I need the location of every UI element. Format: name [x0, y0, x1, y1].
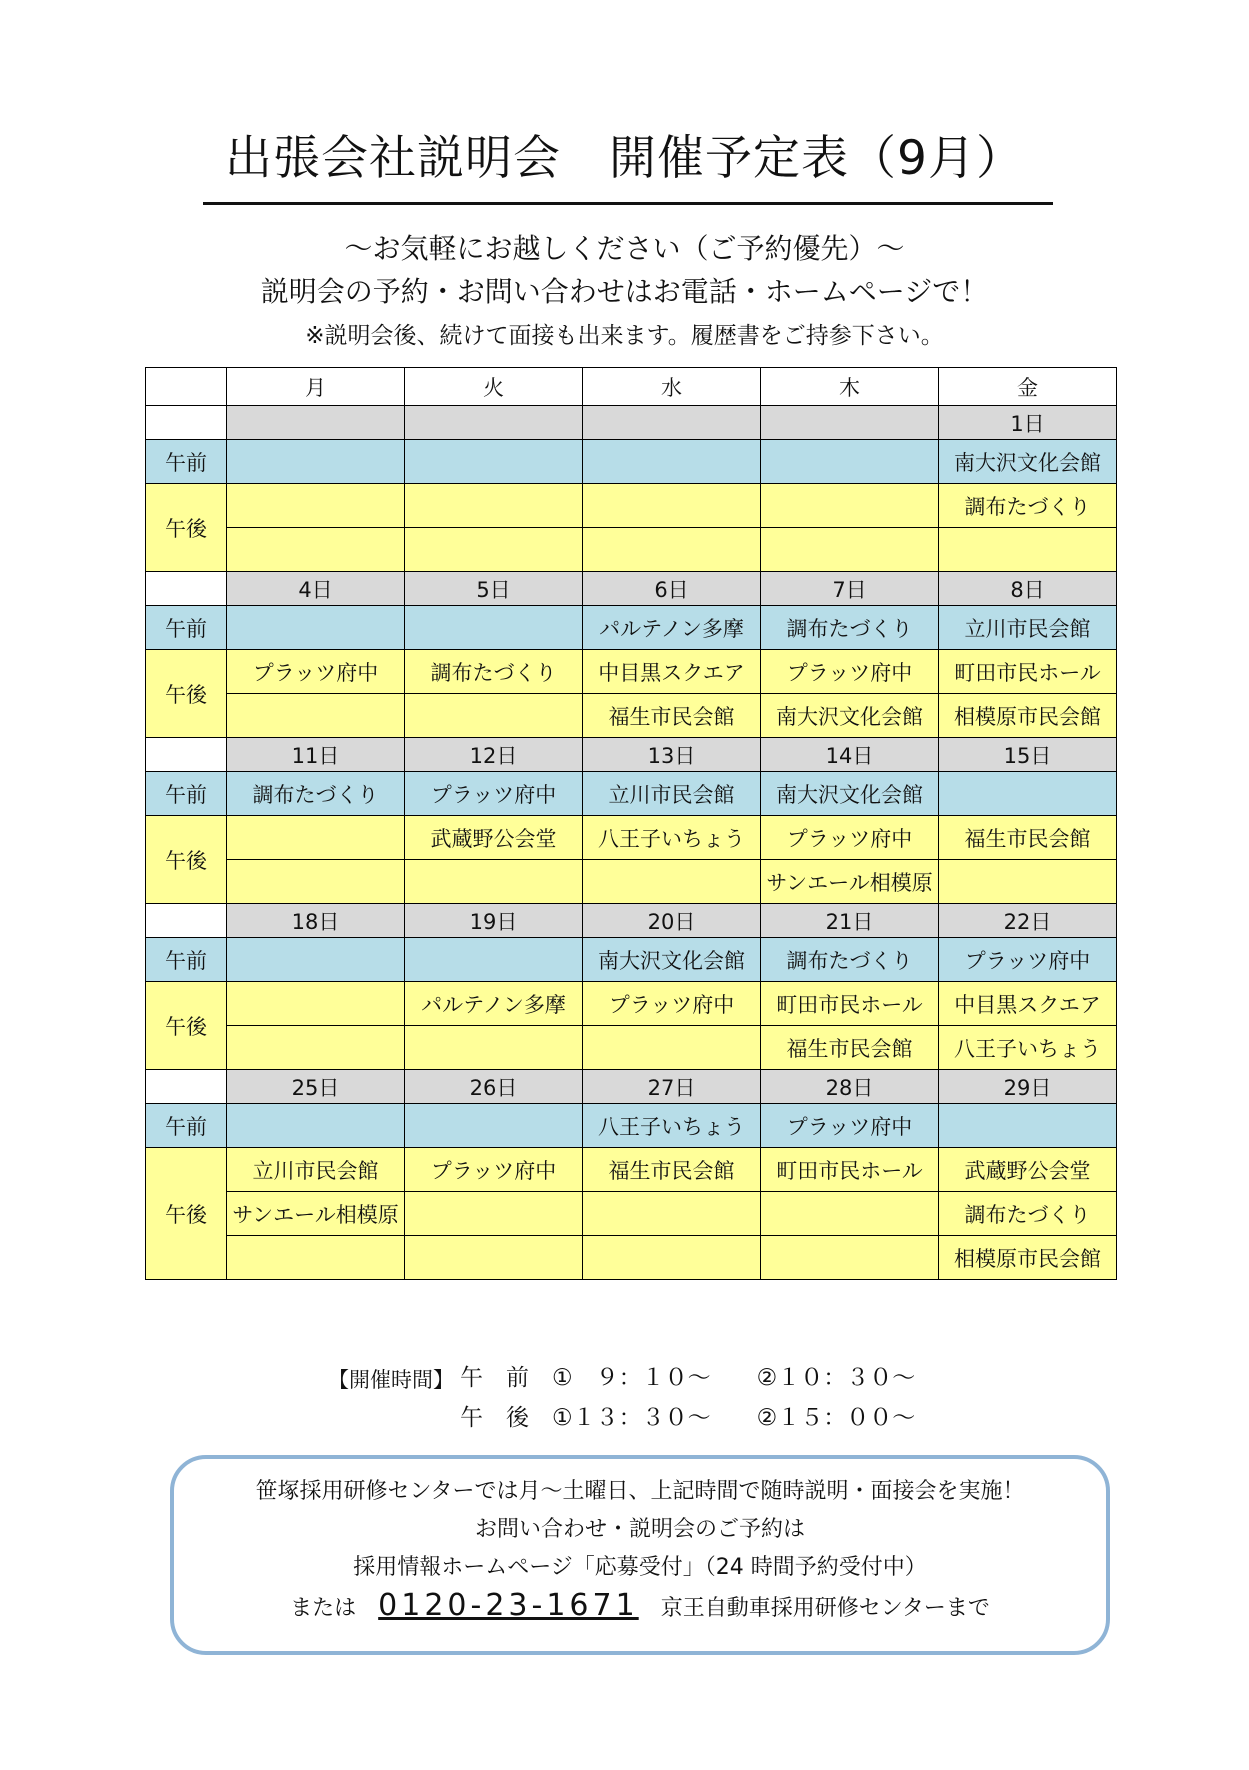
date-cell: 21日: [761, 904, 939, 938]
afternoon-row: [146, 1148, 1117, 1192]
date-cell: 8日: [939, 572, 1117, 606]
date-row: [146, 1070, 1117, 1104]
afternoon-label: 午後: [146, 982, 227, 1070]
venue-cell: 相模原市民会館: [939, 694, 1117, 738]
weekday-header: 木: [761, 368, 939, 406]
morning-row: [146, 1104, 1117, 1148]
date-cell: 18日: [227, 904, 405, 938]
venue-cell: [405, 484, 583, 528]
venue-cell: 福生市民会館: [583, 1148, 761, 1192]
date-row: [146, 572, 1117, 606]
venue-cell: 町田市民ホール: [939, 650, 1117, 694]
venue-cell: [405, 860, 583, 904]
venue-cell: プラッツ府中: [761, 1104, 939, 1148]
date-cell: 11日: [227, 738, 405, 772]
date-cell: 13日: [583, 738, 761, 772]
date-cell: 4日: [227, 572, 405, 606]
page-title: 出張会社説明会 開催予定表（9月）: [225, 131, 1024, 186]
venue-cell: [227, 606, 405, 650]
venue-cell: [939, 772, 1117, 816]
venue-cell: [405, 1026, 583, 1070]
venue-cell: 調布たづくり: [761, 938, 939, 982]
intro-welcome: ～お気軽にお越しください（ご予約優先）～: [344, 232, 905, 265]
date-row: [146, 738, 1117, 772]
venue-cell: [227, 1104, 405, 1148]
date-row-label: [146, 572, 227, 606]
morning-label: 午前: [146, 440, 227, 484]
date-cell: 1日: [939, 406, 1117, 440]
venue-cell: 南大沢文化会館: [761, 772, 939, 816]
venue-cell: パルテノン多摩: [405, 982, 583, 1026]
weekday-header: 水: [583, 368, 761, 406]
afternoon-row: [146, 650, 1117, 694]
date-cell: 5日: [405, 572, 583, 606]
venue-cell: 調布たづくり: [939, 484, 1117, 528]
intro-contact: 説明会の予約・お問い合わせはお電話・ホームページで！: [260, 275, 989, 308]
date-row-label: [146, 1070, 227, 1104]
date-row-label: [146, 904, 227, 938]
morning-label: 午前: [146, 938, 227, 982]
venue-cell: [761, 1192, 939, 1236]
venue-cell: 調布たづくり: [761, 606, 939, 650]
date-cell: 15日: [939, 738, 1117, 772]
venue-cell: 相模原市民会館: [939, 1236, 1117, 1280]
venue-cell: 立川市民会館: [583, 772, 761, 816]
date-cell: 7日: [761, 572, 939, 606]
weekday-header-row: [146, 368, 1117, 406]
weekday-header: 金: [939, 368, 1117, 406]
date-cell: [405, 406, 583, 440]
venue-cell: [227, 860, 405, 904]
morning-row: [146, 440, 1117, 484]
date-cell: [227, 406, 405, 440]
venue-cell: [939, 1104, 1117, 1148]
afternoon-row: [146, 1192, 1117, 1236]
venue-cell: [583, 1192, 761, 1236]
morning-label: 午前: [146, 772, 227, 816]
morning-label: 午前: [146, 1104, 227, 1148]
date-row: [146, 904, 1117, 938]
venue-cell: 町田市民ホール: [761, 982, 939, 1026]
weekday-header: 火: [405, 368, 583, 406]
time-heading: 【開催時間】: [328, 1368, 454, 1392]
venue-cell: 立川市民会館: [939, 606, 1117, 650]
venue-cell: 中目黒スクエア: [939, 982, 1117, 1026]
date-cell: 14日: [761, 738, 939, 772]
title-underline: [203, 202, 1053, 205]
venue-cell: 武蔵野公会堂: [405, 816, 583, 860]
date-cell: 29日: [939, 1070, 1117, 1104]
venue-cell: 調布たづくり: [939, 1192, 1117, 1236]
afternoon-row: [146, 1236, 1117, 1280]
date-cell: 20日: [583, 904, 761, 938]
date-cell: 25日: [227, 1070, 405, 1104]
venue-cell: プラッツ府中: [405, 772, 583, 816]
info-line-2: お問い合わせ・説明会のご予約は: [474, 1517, 805, 1542]
venue-cell: 調布たづくり: [405, 650, 583, 694]
date-row-label: [146, 406, 227, 440]
time-morning: 午 前 ① ９：１０～ ②１０：３０～: [460, 1365, 916, 1391]
info-center: 京王自動車採用研修センターまで: [660, 1596, 990, 1621]
venue-cell: [405, 938, 583, 982]
venue-cell: 八王子いちょう: [939, 1026, 1117, 1070]
date-cell: 19日: [405, 904, 583, 938]
venue-cell: 南大沢文化会館: [583, 938, 761, 982]
info-line-3: 採用情報ホームページ「応募受付」（24 時間予約受付中）: [353, 1555, 927, 1580]
date-cell: [583, 406, 761, 440]
date-cell: 26日: [405, 1070, 583, 1104]
venue-cell: 町田市民ホール: [761, 1148, 939, 1192]
info-or: または: [290, 1596, 357, 1621]
venue-cell: プラッツ府中: [227, 650, 405, 694]
date-cell: [761, 406, 939, 440]
afternoon-label: 午後: [146, 816, 227, 904]
venue-cell: [227, 528, 405, 572]
venue-cell: [583, 1026, 761, 1070]
venue-cell: [939, 860, 1117, 904]
morning-row: [146, 938, 1117, 982]
venue-cell: [761, 528, 939, 572]
venue-cell: [227, 694, 405, 738]
venue-cell: 武蔵野公会堂: [939, 1148, 1117, 1192]
date-row: [146, 406, 1117, 440]
venue-cell: [405, 1192, 583, 1236]
venue-cell: プラッツ府中: [761, 650, 939, 694]
venue-cell: 福生市民会館: [583, 694, 761, 738]
info-line-4: [170, 1590, 1110, 1625]
venue-cell: [227, 484, 405, 528]
intro-note: ※説明会後、続けて面接も出来ます。履歴書をご持参下さい。: [305, 323, 944, 349]
venue-cell: [405, 1236, 583, 1280]
date-cell: 12日: [405, 738, 583, 772]
afternoon-row: [146, 484, 1117, 528]
venue-cell: [761, 1236, 939, 1280]
venue-cell: プラッツ府中: [583, 982, 761, 1026]
date-cell: 6日: [583, 572, 761, 606]
venue-cell: [227, 440, 405, 484]
info-line-1: 笹塚採用研修センターでは月～土曜日、上記時間で随時説明・面接会を実施！: [255, 1479, 1025, 1504]
venue-cell: 八王子いちょう: [583, 1104, 761, 1148]
venue-cell: [939, 528, 1117, 572]
venue-cell: 調布たづくり: [227, 772, 405, 816]
venue-cell: サンエール相模原: [761, 860, 939, 904]
venue-cell: パルテノン多摩: [583, 606, 761, 650]
venue-cell: [227, 938, 405, 982]
venue-cell: [405, 1104, 583, 1148]
venue-cell: プラッツ府中: [405, 1148, 583, 1192]
afternoon-row: [146, 694, 1117, 738]
venue-cell: 福生市民会館: [761, 1026, 939, 1070]
venue-cell: [583, 528, 761, 572]
date-row-label: [146, 738, 227, 772]
venue-cell: [583, 440, 761, 484]
afternoon-row: [146, 528, 1117, 572]
time-afternoon: 午 後 ①１３：３０～ ②１５：００～: [460, 1405, 916, 1431]
afternoon-label: 午後: [146, 650, 227, 738]
venue-cell: プラッツ府中: [761, 816, 939, 860]
afternoon-row: [146, 860, 1117, 904]
venue-cell: 立川市民会館: [227, 1148, 405, 1192]
venue-cell: [405, 440, 583, 484]
date-cell: 28日: [761, 1070, 939, 1104]
morning-row: [146, 772, 1117, 816]
venue-cell: 八王子いちょう: [583, 816, 761, 860]
corner-cell: [146, 368, 227, 406]
afternoon-label: 午後: [146, 1148, 227, 1280]
venue-cell: [405, 606, 583, 650]
venue-cell: プラッツ府中: [939, 938, 1117, 982]
date-cell: 27日: [583, 1070, 761, 1104]
date-cell: 22日: [939, 904, 1117, 938]
weekday-header: 月: [227, 368, 405, 406]
venue-cell: [227, 816, 405, 860]
venue-cell: [227, 1236, 405, 1280]
afternoon-row: [146, 816, 1117, 860]
venue-cell: [405, 528, 583, 572]
venue-cell: [583, 484, 761, 528]
venue-cell: [761, 484, 939, 528]
morning-row: [146, 606, 1117, 650]
venue-cell: 南大沢文化会館: [939, 440, 1117, 484]
phone-number[interactable]: 0120-23-1671: [378, 1588, 639, 1623]
venue-cell: 南大沢文化会館: [761, 694, 939, 738]
afternoon-row: [146, 1026, 1117, 1070]
venue-cell: 福生市民会館: [939, 816, 1117, 860]
venue-cell: 中目黒スクエア: [583, 650, 761, 694]
venue-cell: [405, 694, 583, 738]
venue-cell: [761, 440, 939, 484]
afternoon-label: 午後: [146, 484, 227, 572]
afternoon-row: [146, 982, 1117, 1026]
schedule-table: [145, 367, 1117, 1280]
morning-label: 午前: [146, 606, 227, 650]
venue-cell: [583, 1236, 761, 1280]
venue-cell: [227, 1026, 405, 1070]
venue-cell: [227, 982, 405, 1026]
venue-cell: [583, 860, 761, 904]
venue-cell: サンエール相模原: [227, 1192, 405, 1236]
